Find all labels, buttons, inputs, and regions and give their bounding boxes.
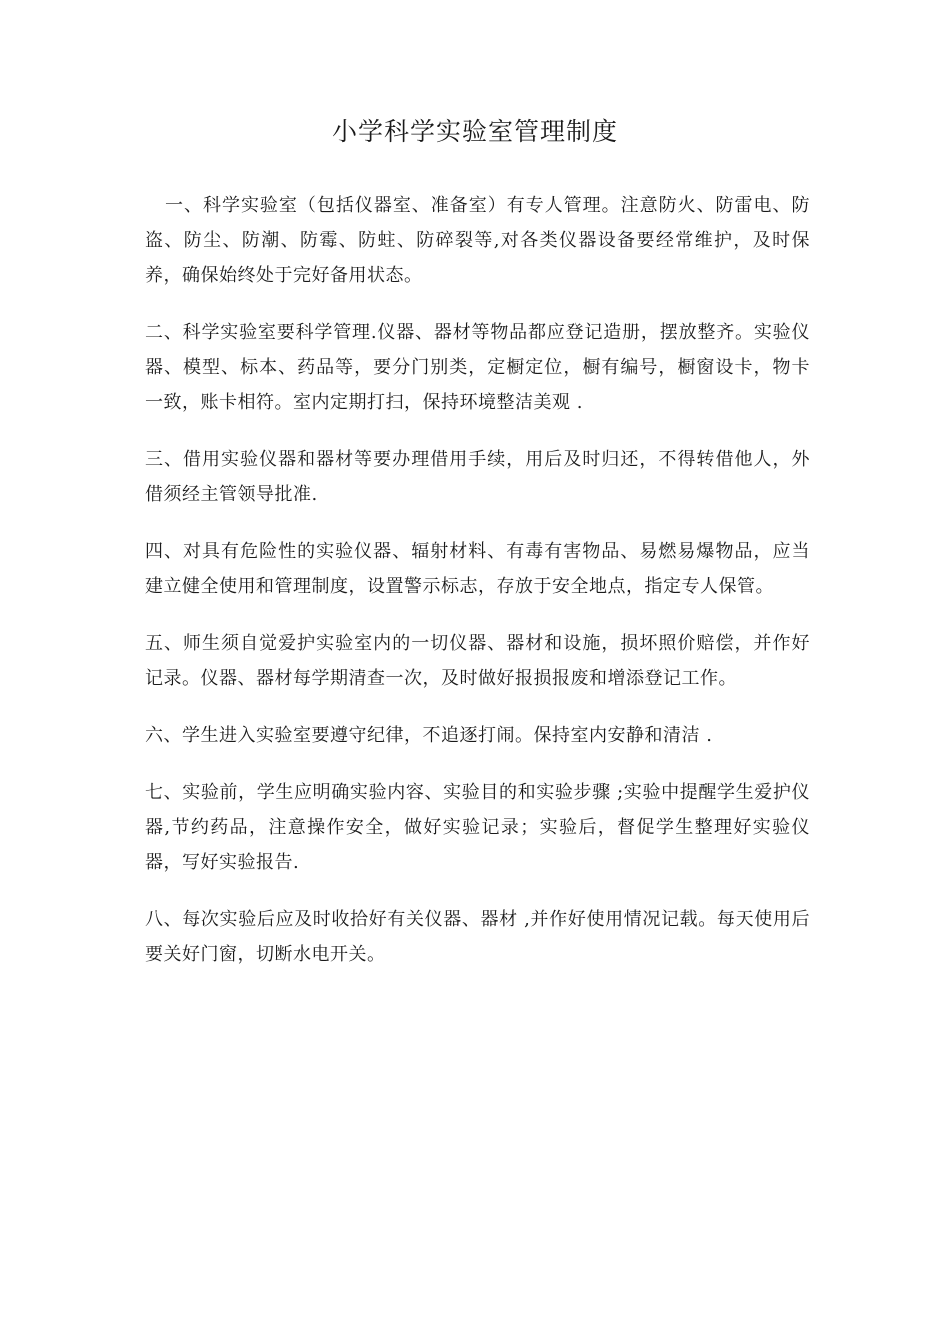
paragraph-5: 五、师生须自觉爱护实验室内的一切仪器、器材和设施，损坏照价赔偿，并作好记录。仪器、器材每学期清查一次，及时做好报损报废和增添登记工作。 <box>145 633 810 689</box>
paragraph-2: 二、科学实验室要科学管理.仪器、器材等物品都应登记造册，摆放整齐。实验仪器、模型、标本、药品等，要分门别类，定橱定位，橱有编号，橱窗设卡，物卡一致，账卡相符。室内定期打扫，保持环境整洁美观 . <box>145 322 810 413</box>
paragraph-7: 七、实验前，学生应明确实验内容、实验目的和实验步骤 ;实验中提醒学生爱护仪器,节约药品，注意操作安全，做好实验记录；实验后，督促学生整理好实验仪器，写好实验报告. <box>145 782 810 873</box>
paragraph-3: 三、借用实验仪器和器材等要办理借用手续，用后及时归还，不得转借他人，外借须经主管领导批准. <box>145 449 810 505</box>
document-body <box>145 188 810 994</box>
document-title: 小学科学实验室管理制度 <box>331 117 618 146</box>
paragraph-6: 六、学生进入实验室要遵守纪律，不追逐打闹。保持室内安静和清洁 . <box>145 725 713 746</box>
paragraph-8: 八、每次实验后应及时收拾好有关仪器、器材 ,并作好使用情况记载。每天使用后要关好门窗，切断水电开关。 <box>145 909 810 965</box>
paragraph-1: 一、科学实验室（包括仪器室、准备室）有专人管理。注意防火、防雷电、防盗、防尘、防潮、防霉、防蛀、防碎裂等,对各类仪器设备要经常维护，及时保养，确保始终处于完好备用状态。 <box>145 195 810 286</box>
paragraph-4: 四、对具有危险性的实验仪器、辐射材料、有毒有害物品、易燃易爆物品，应当建立健全使用和管理制度，设置警示标志，存放于安全地点，指定专人保管。 <box>145 541 810 597</box>
